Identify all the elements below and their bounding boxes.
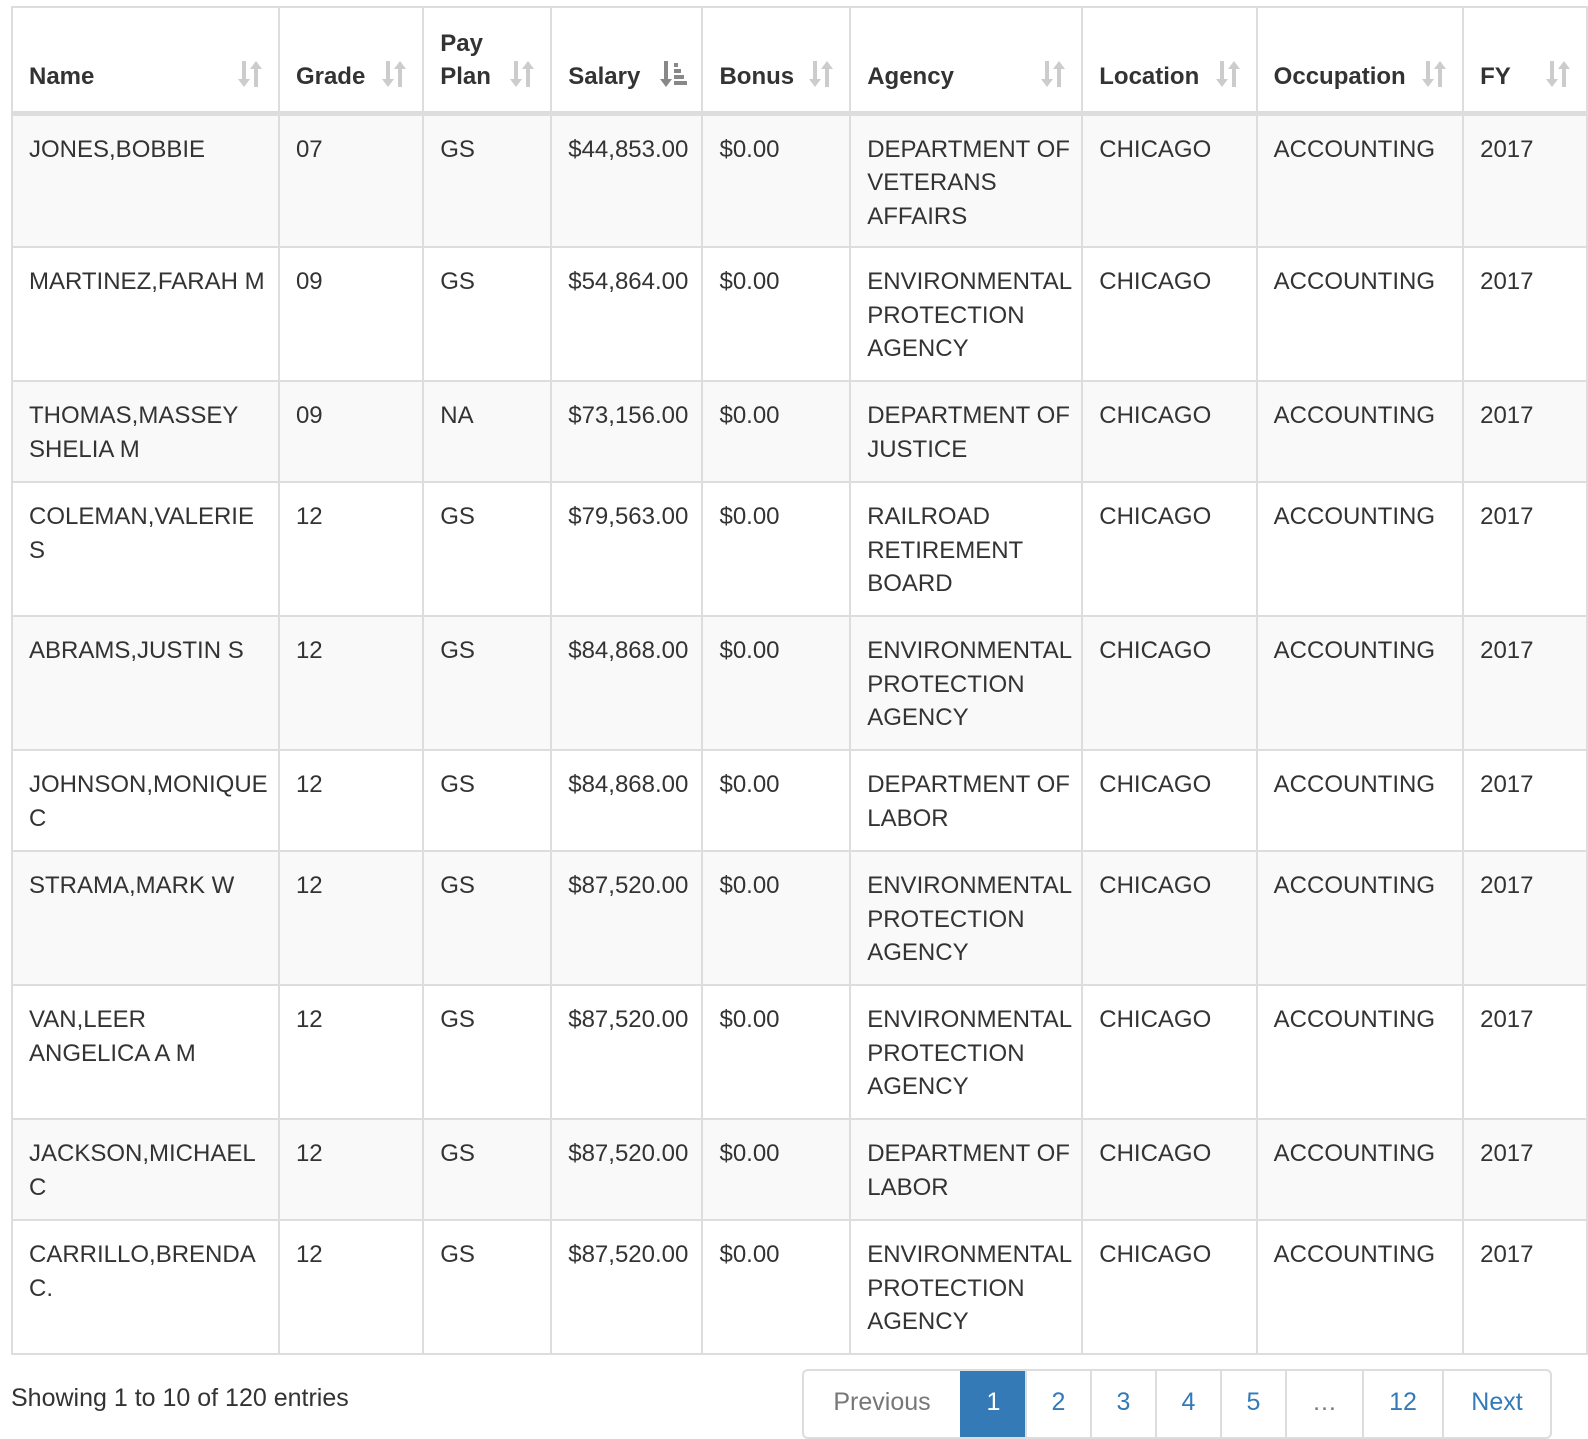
cell-agency: DEPARTMENT OF LABOR — [850, 750, 1082, 851]
cell-location: CHICAGO — [1082, 985, 1256, 1119]
cell-agency: RAILROAD RETIREMENT BOARD — [850, 482, 1082, 616]
cell-agency: ENVIRONMENTAL PROTECTION AGENCY — [850, 1220, 1082, 1354]
cell-salary: $84,868.00 — [551, 750, 702, 851]
cell-grade: 09 — [279, 381, 423, 482]
cell-grade: 12 — [279, 1220, 423, 1354]
cell-grade: 12 — [279, 985, 423, 1119]
table-row — [12, 1220, 1587, 1354]
cell-name: VAN,LEER ANGELICA A M — [12, 985, 279, 1119]
table-row — [12, 381, 1587, 482]
cell-pay-plan: NA — [423, 381, 551, 482]
cell-name: JONES,BOBBIE — [12, 113, 279, 247]
cell-occupation: ACCOUNTING — [1257, 1119, 1463, 1220]
cell-grade: 12 — [279, 750, 423, 851]
column-header-label: Occupation — [1273, 62, 1406, 90]
cell-salary: $87,520.00 — [551, 985, 702, 1119]
cell-bonus: $0.00 — [702, 985, 850, 1119]
cell-bonus: $0.00 — [702, 1220, 850, 1354]
table-row — [12, 851, 1587, 985]
cell-name: CARRILLO,BRENDA C. — [12, 1220, 279, 1354]
table-row — [12, 247, 1587, 381]
column-header-location[interactable] — [1082, 7, 1256, 113]
cell-agency: ENVIRONMENTAL PROTECTION AGENCY — [850, 616, 1082, 750]
cell-bonus: $0.00 — [702, 247, 850, 381]
cell-occupation: ACCOUNTING — [1257, 1220, 1463, 1354]
sort-both-icon — [1420, 59, 1448, 89]
previous-page-button[interactable]: Previous — [833, 1388, 931, 1416]
cell-name: JACKSON,MICHAEL C — [12, 1119, 279, 1220]
sort-both-icon — [1039, 59, 1067, 89]
table-info: Showing 1 to 10 of 120 entries — [11, 1384, 349, 1412]
cell-fy: 2017 — [1463, 482, 1587, 616]
table-header — [12, 7, 1587, 113]
cell-location: CHICAGO — [1082, 482, 1256, 616]
cell-fy: 2017 — [1463, 985, 1587, 1119]
sort-both-icon — [380, 59, 408, 89]
cell-grade: 09 — [279, 247, 423, 381]
cell-location: CHICAGO — [1082, 750, 1256, 851]
cell-name: JOHNSON,MONIQUE C — [12, 750, 279, 851]
column-header-fy[interactable] — [1463, 7, 1587, 113]
column-header-label: Salary — [568, 62, 641, 90]
sort-ascending-icon — [659, 59, 687, 89]
page-2-button[interactable]: 2 — [1025, 1371, 1090, 1439]
cell-grade: 07 — [279, 113, 423, 247]
cell-name: ABRAMS,JUSTIN S — [12, 616, 279, 750]
column-header-salary[interactable] — [551, 7, 702, 113]
page-12-button[interactable]: 12 — [1362, 1371, 1442, 1439]
cell-occupation: ACCOUNTING — [1257, 482, 1463, 616]
salary-table — [11, 6, 1588, 1355]
column-header-bonus[interactable] — [702, 7, 850, 113]
page-5-button[interactable]: 5 — [1220, 1371, 1285, 1439]
pagination-ellipsis: … — [1285, 1371, 1362, 1439]
cell-name: STRAMA,MARK W — [12, 851, 279, 985]
cell-occupation: ACCOUNTING — [1257, 247, 1463, 381]
cell-location: CHICAGO — [1082, 247, 1256, 381]
table-row — [12, 985, 1587, 1119]
cell-agency: ENVIRONMENTAL PROTECTION AGENCY — [850, 851, 1082, 985]
column-header-agency[interactable] — [850, 7, 1082, 113]
cell-bonus: $0.00 — [702, 482, 850, 616]
cell-grade: 12 — [279, 1119, 423, 1220]
cell-location: CHICAGO — [1082, 851, 1256, 985]
table-row — [12, 482, 1587, 616]
cell-name: THOMAS,MASSEY SHELIA M — [12, 381, 279, 482]
cell-salary: $87,520.00 — [551, 851, 702, 985]
page-3-button[interactable]: 3 — [1090, 1371, 1155, 1439]
cell-occupation: ACCOUNTING — [1257, 113, 1463, 247]
next-page-button[interactable]: Next — [1442, 1371, 1550, 1439]
cell-salary: $87,520.00 — [551, 1119, 702, 1220]
cell-agency: DEPARTMENT OF LABOR — [850, 1119, 1082, 1220]
cell-pay-plan: GS — [423, 851, 551, 985]
cell-bonus: $0.00 — [702, 381, 850, 482]
cell-location: CHICAGO — [1082, 1119, 1256, 1220]
cell-pay-plan: GS — [423, 985, 551, 1119]
cell-salary: $44,853.00 — [551, 113, 702, 247]
cell-salary: $84,868.00 — [551, 616, 702, 750]
cell-bonus: $0.00 — [702, 750, 850, 851]
cell-pay-plan: GS — [423, 247, 551, 381]
cell-fy: 2017 — [1463, 113, 1587, 247]
cell-fy: 2017 — [1463, 616, 1587, 750]
column-header-label: Location — [1099, 62, 1200, 90]
table-body — [12, 113, 1587, 1354]
cell-fy: 2017 — [1463, 851, 1587, 985]
cell-pay-plan: GS — [423, 482, 551, 616]
cell-location: CHICAGO — [1082, 1220, 1256, 1354]
cell-pay-plan: GS — [423, 1220, 551, 1354]
cell-salary: $73,156.00 — [551, 381, 702, 482]
cell-bonus: $0.00 — [702, 616, 850, 750]
column-header-name[interactable] — [12, 7, 279, 113]
column-header-label: FY — [1480, 62, 1511, 90]
column-header-pay-plan[interactable] — [423, 7, 551, 113]
sort-both-icon — [1544, 59, 1572, 89]
pagination — [802, 1369, 1552, 1439]
cell-occupation: ACCOUNTING — [1257, 750, 1463, 851]
cell-grade: 12 — [279, 851, 423, 985]
table-row — [12, 1119, 1587, 1220]
cell-location: CHICAGO — [1082, 381, 1256, 482]
sort-both-icon — [1214, 59, 1242, 89]
cell-pay-plan: GS — [423, 113, 551, 247]
cell-pay-plan: GS — [423, 1119, 551, 1220]
sort-both-icon — [807, 59, 835, 89]
sort-both-icon — [508, 59, 536, 89]
sort-both-icon — [236, 59, 264, 89]
page-1-button[interactable]: 1 — [960, 1371, 1025, 1439]
column-header-occupation[interactable] — [1257, 7, 1463, 113]
cell-agency: DEPARTMENT OF JUSTICE — [850, 381, 1082, 482]
cell-occupation: ACCOUNTING — [1257, 985, 1463, 1119]
cell-bonus: $0.00 — [702, 851, 850, 985]
column-header-label: Pay Plan — [440, 29, 491, 90]
table-row — [12, 113, 1587, 247]
column-header-label: Grade — [295, 62, 366, 90]
cell-location: CHICAGO — [1082, 616, 1256, 750]
cell-grade: 12 — [279, 616, 423, 750]
cell-grade: 12 — [279, 482, 423, 616]
cell-salary: $87,520.00 — [551, 1220, 702, 1354]
cell-bonus: $0.00 — [702, 113, 850, 247]
cell-name: COLEMAN,VALERIE S — [12, 482, 279, 616]
column-header-label: Bonus — [719, 62, 795, 90]
page-4-button[interactable]: 4 — [1155, 1371, 1220, 1439]
cell-bonus: $0.00 — [702, 1119, 850, 1220]
cell-name: MARTINEZ,FARAH M — [12, 247, 279, 381]
cell-agency: DEPARTMENT OF VETERANS AFFAIRS — [850, 113, 1082, 247]
cell-occupation: ACCOUNTING — [1257, 616, 1463, 750]
cell-salary: $79,563.00 — [551, 482, 702, 616]
column-header-label: Name — [29, 62, 95, 90]
cell-pay-plan: GS — [423, 750, 551, 851]
table-row — [12, 616, 1587, 750]
cell-fy: 2017 — [1463, 381, 1587, 482]
column-header-label: Agency — [867, 62, 954, 90]
cell-location: CHICAGO — [1082, 113, 1256, 247]
cell-fy: 2017 — [1463, 1119, 1587, 1220]
cell-fy: 2017 — [1463, 247, 1587, 381]
table-row — [12, 750, 1587, 851]
cell-occupation: ACCOUNTING — [1257, 851, 1463, 985]
cell-salary: $54,864.00 — [551, 247, 702, 381]
cell-agency: ENVIRONMENTAL PROTECTION AGENCY — [850, 247, 1082, 381]
cell-agency: ENVIRONMENTAL PROTECTION AGENCY — [850, 985, 1082, 1119]
cell-pay-plan: GS — [423, 616, 551, 750]
column-header-grade[interactable] — [279, 7, 423, 113]
cell-fy: 2017 — [1463, 750, 1587, 851]
cell-fy: 2017 — [1463, 1220, 1587, 1354]
cell-occupation: ACCOUNTING — [1257, 381, 1463, 482]
